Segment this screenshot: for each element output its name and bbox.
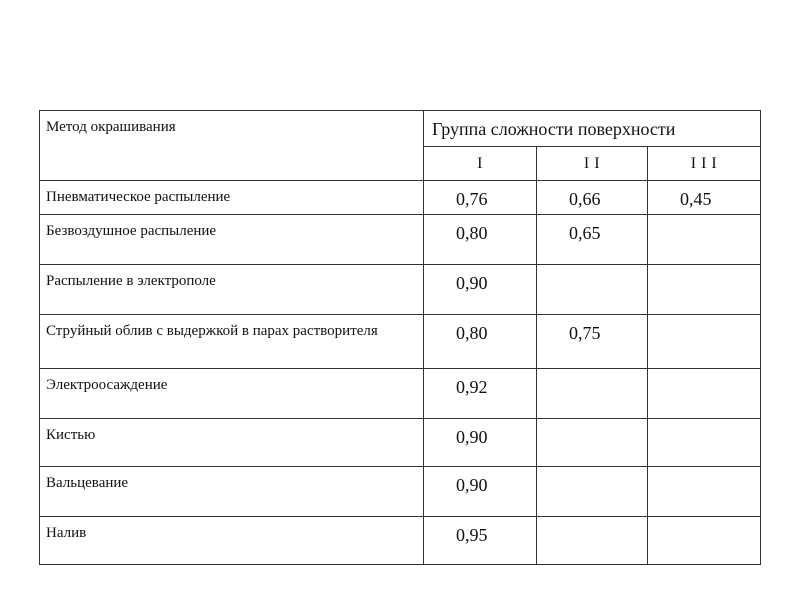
value-cell-group-1: 0,76 <box>424 181 537 215</box>
value-cell-group-2 <box>537 369 648 419</box>
table-row <box>40 315 761 369</box>
group-header: Группа сложности поверхности <box>424 111 761 147</box>
value-cell-group-1: 0,95 <box>424 517 537 565</box>
value-cell-group-1: 0,90 <box>424 265 537 315</box>
value-cell-group-1: 0,90 <box>424 467 537 517</box>
value-cell-group-3 <box>648 467 761 517</box>
table-row <box>40 265 761 315</box>
method-cell: Распыление в электрополе <box>40 265 424 315</box>
method-cell: Безвоздушное распыление <box>40 215 424 265</box>
value-cell-group-2 <box>537 265 648 315</box>
group-header-2: I I <box>537 147 648 181</box>
table-row <box>40 467 761 517</box>
value-cell-group-1: 0,92 <box>424 369 537 419</box>
method-cell: Налив <box>40 517 424 565</box>
value-cell-group-2: 0,75 <box>537 315 648 369</box>
value-cell-group-3 <box>648 265 761 315</box>
method-cell: Струйный облив с выдержкой в парах растворителя <box>40 315 424 369</box>
method-cell: Вальцевание <box>40 467 424 517</box>
table-row <box>40 181 761 215</box>
method-cell: Кистью <box>40 419 424 467</box>
value-cell-group-3 <box>648 369 761 419</box>
value-cell-group-1: 0,80 <box>424 215 537 265</box>
value-cell-group-2: 0,65 <box>537 215 648 265</box>
value-cell-group-3: 0,45 <box>648 181 761 215</box>
method-cell: Электроосаждение <box>40 369 424 419</box>
table-row <box>40 419 761 467</box>
method-header: Метод окрашивания <box>40 111 424 181</box>
value-cell-group-3 <box>648 419 761 467</box>
method-cell: Пневматическое распыление <box>40 181 424 215</box>
value-cell-group-2: 0,66 <box>537 181 648 215</box>
value-cell-group-2 <box>537 419 648 467</box>
group-header-3: I I I <box>648 147 761 181</box>
value-cell-group-3 <box>648 215 761 265</box>
value-cell-group-3 <box>648 315 761 369</box>
table-row <box>40 215 761 265</box>
value-cell-group-1: 0,90 <box>424 419 537 467</box>
value-cell-group-2 <box>537 517 648 565</box>
table-row <box>40 517 761 565</box>
value-cell-group-3 <box>648 517 761 565</box>
table-row <box>40 369 761 419</box>
group-header-1: I <box>424 147 537 181</box>
value-cell-group-2 <box>537 467 648 517</box>
value-cell-group-1: 0,80 <box>424 315 537 369</box>
coefficients-table <box>39 110 761 565</box>
